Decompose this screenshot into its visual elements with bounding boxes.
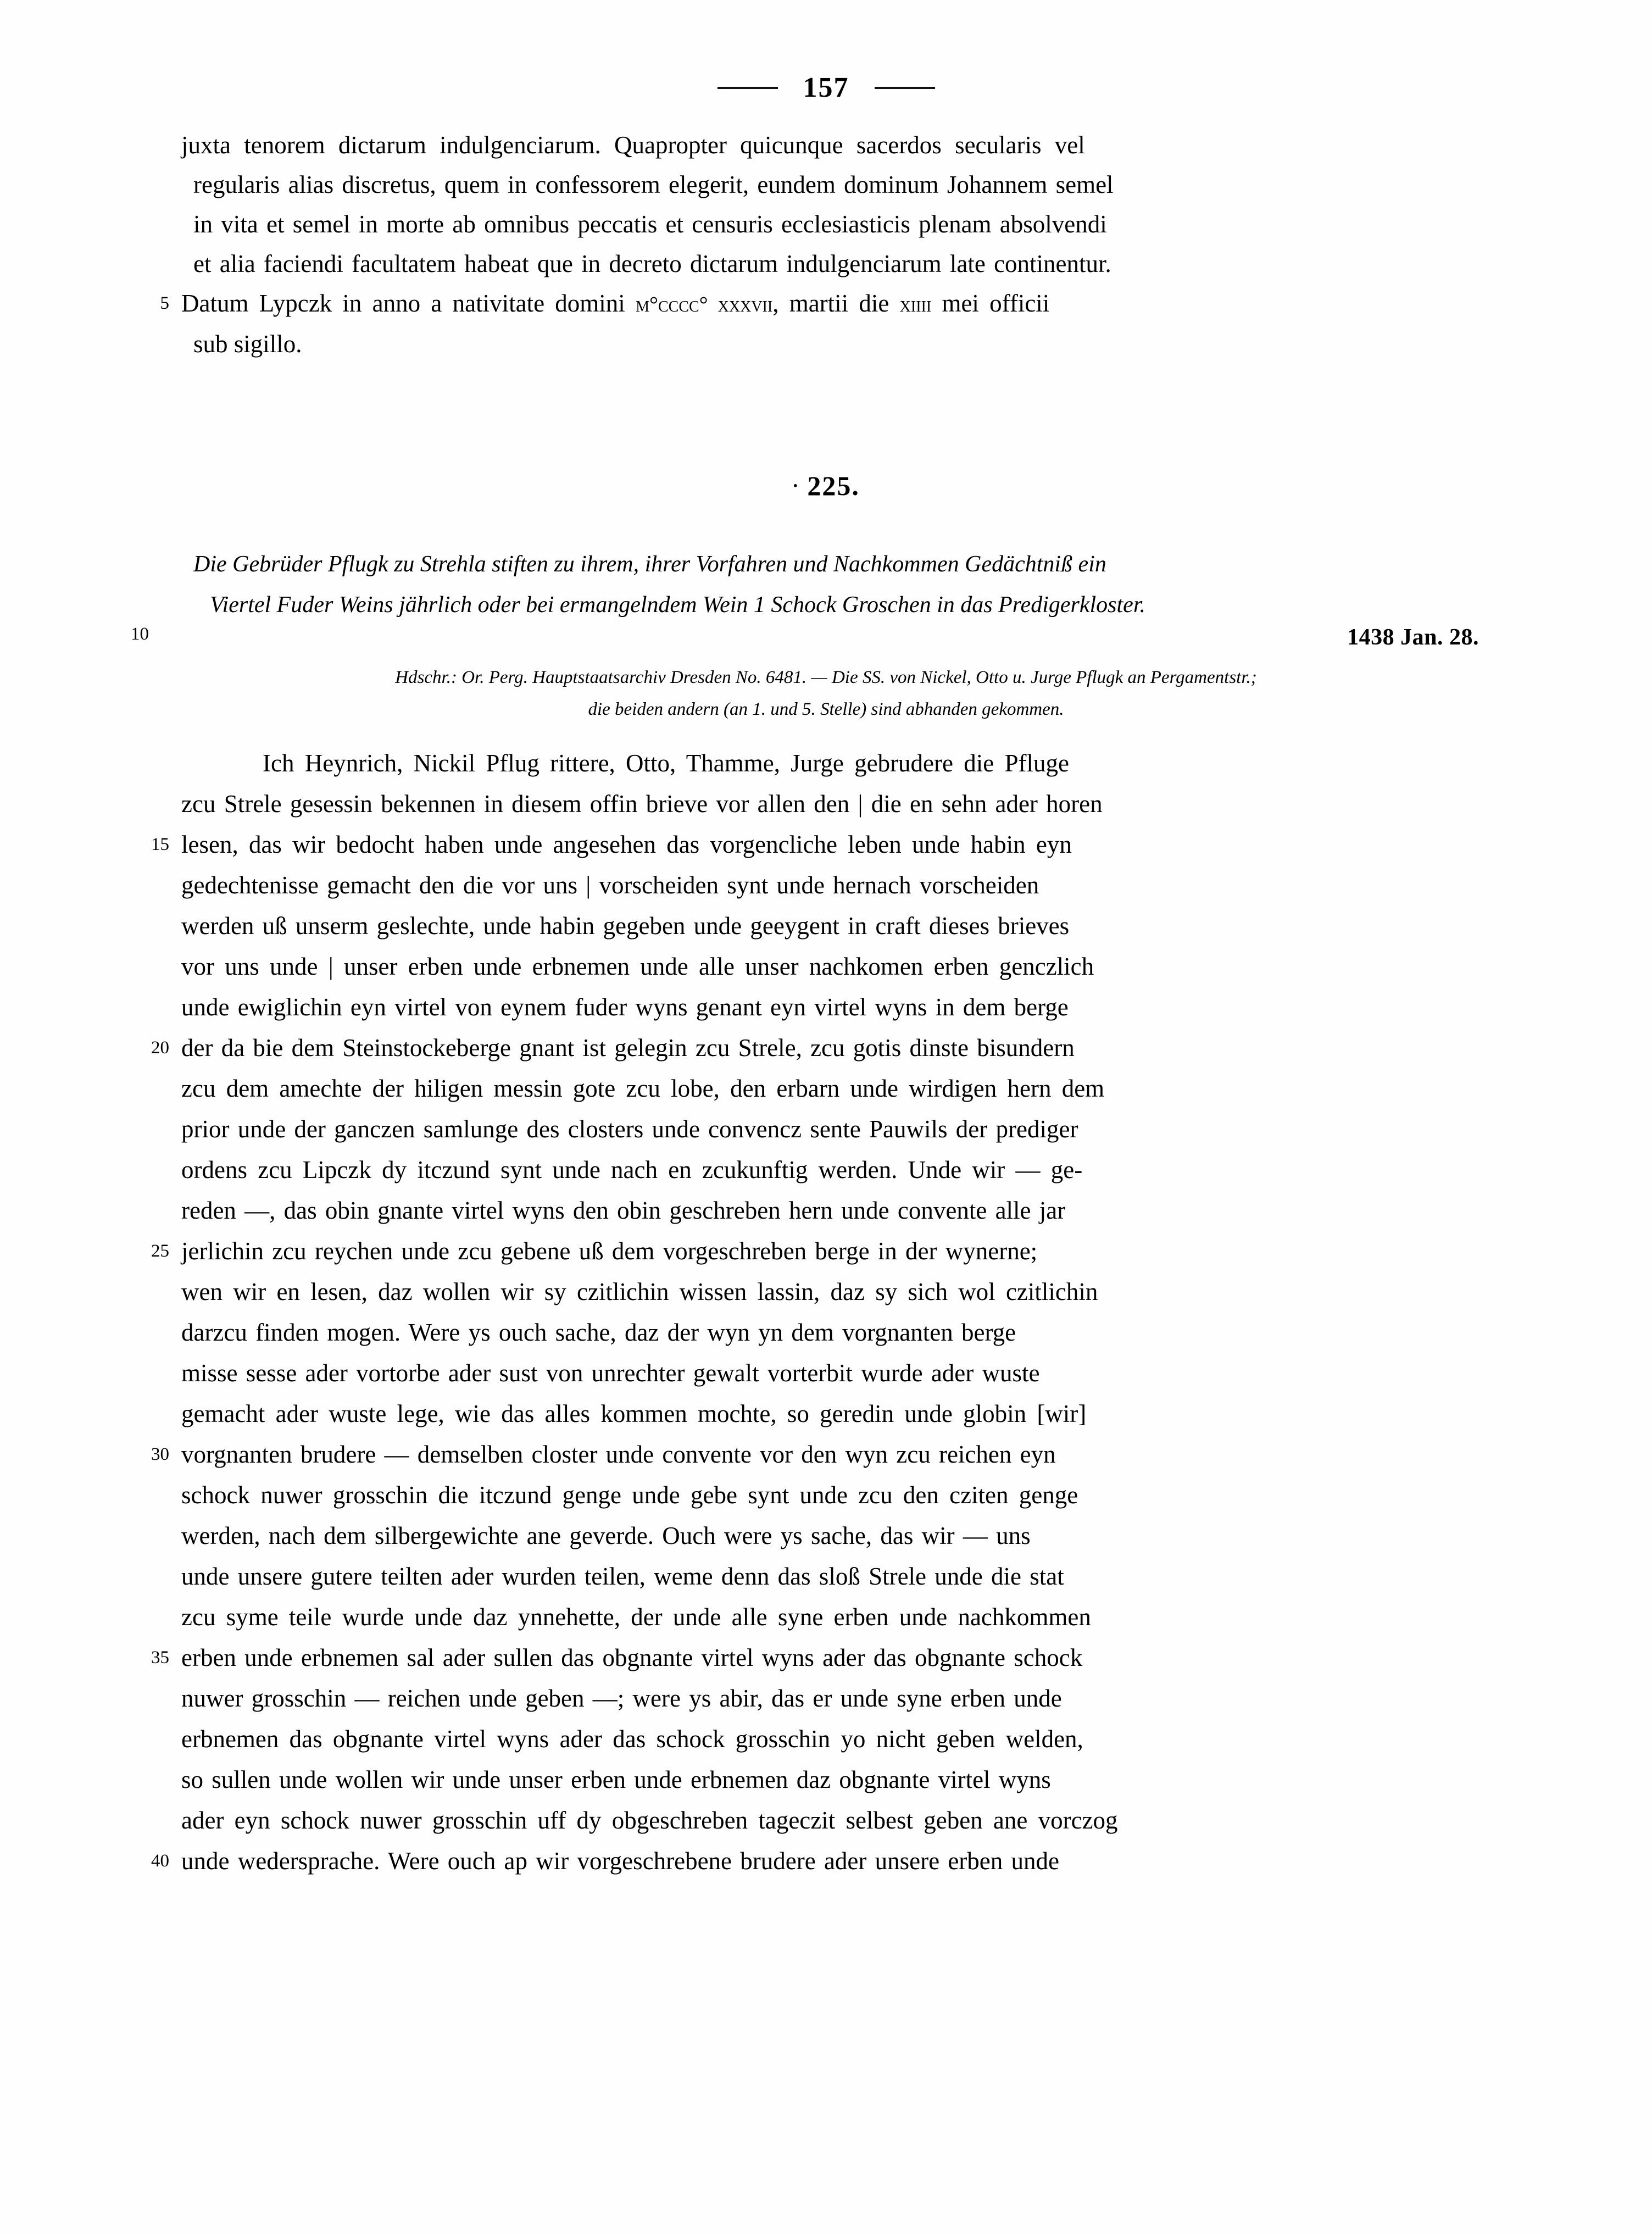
charter-body-line — [151, 1637, 1475, 1678]
latin-dated-after: mei officii — [931, 290, 1050, 317]
charter-body-line-text: prior unde der ganczen samlunge des closters unde convencz sente Pauwils der prediger — [181, 1115, 1078, 1143]
charter-body-line-text: zcu dem amechte der hiligen messin gote zcu lobe, den erbarn unde wirdigen hern dem — [181, 1075, 1105, 1102]
charter-body-line — [181, 1393, 1475, 1434]
charter-body-line — [181, 1475, 1475, 1515]
charter-body-line-text: wen wir en lesen, daz wollen wir sy czitlichin wissen lassin, daz sy sich wol czitlichin — [181, 1278, 1098, 1305]
charter-body-line — [181, 1068, 1475, 1109]
charter-body-line-text: unde unsere gutere teilten ader wurden teilen, weme denn das sloß Strele unde die stat — [181, 1563, 1064, 1590]
latin-dated-line — [160, 284, 1475, 324]
charter-body-line-text: werden, nach dem silbergewichte ane geverde. Ouch were ys sache, das wir — uns — [181, 1522, 1031, 1549]
charter-body-line — [181, 1312, 1475, 1353]
line-number: 20 — [151, 1038, 169, 1058]
charter-date: 1438 Jan. 28. — [1347, 625, 1479, 650]
charter-body-line-text: erbnemen das obgnante virtel wyns ader das schock grosschin yo nicht geben welden, — [181, 1725, 1083, 1753]
latin-line — [193, 244, 1475, 284]
charter-body-line-text: erben unde erbnemen sal ader sullen das obgnante virtel wyns ader das obgnante schock — [181, 1644, 1083, 1671]
heading-lead-dot: · — [792, 476, 800, 496]
charter-body-line-text: vor uns unde | unser erben unde erbnemen unde alle unser nachkomen erben genczlich — [181, 953, 1094, 980]
charter-body — [151, 743, 1475, 1881]
regest-line: Die Gebrüder Pflugk zu Strehla stiften zu ihrem, ihrer Vorfahren und Nachkommen Gedächtniß ein — [193, 552, 1106, 577]
charter-body-line-text: vorgnanten brudere — demselben closter unde convente vor den wyn zcu reichen eyn — [181, 1441, 1056, 1468]
line-number: 10 — [131, 624, 149, 644]
charter-body-line — [181, 1597, 1475, 1637]
charter-body-line — [181, 1759, 1475, 1800]
charter-body-line — [151, 1231, 1475, 1271]
latin-line-text: sub sigillo. — [193, 330, 302, 358]
page-number: 157 — [803, 72, 849, 103]
latin-dated-before: Datum Lypczk in anno a nativitate domini — [181, 290, 636, 317]
charter-body-line — [181, 946, 1475, 987]
charter-body-line — [181, 1515, 1475, 1556]
charter-number-heading — [0, 470, 1652, 502]
line-number: 25 — [151, 1241, 169, 1261]
source-note-line: die beiden andern (an 1. und 5. Stelle) sind abhanden gekommen. — [588, 699, 1064, 719]
latin-line — [193, 324, 1475, 364]
charter-body-line-text: ader eyn schock nuwer grosschin uff dy obgeschreben tageczit selbest geben ane vorczog — [181, 1807, 1118, 1834]
regest-line: Viertel Fuder Weins jährlich oder bei ermangelndem Wein 1 Schock Groschen in das Predigerkloster. — [210, 592, 1146, 618]
charter-body-line — [181, 1149, 1475, 1190]
charter-body-line — [181, 1190, 1475, 1231]
latin-line-text: regularis alias discretus, quem in confessorem elegerit, eundem dominum Johannem semel — [193, 171, 1114, 198]
charter-body-line-text: misse sesse ader vortorbe ader sust von unrechter gewalt vorterbit wurde ader wuste — [181, 1359, 1040, 1387]
regest — [193, 544, 1479, 625]
latin-line — [193, 204, 1475, 244]
latin-line — [193, 165, 1475, 204]
charter-body-line — [181, 865, 1475, 905]
latin-line — [181, 125, 1475, 165]
source-note-line: Hdschr.: Or. Perg. Hauptstaatsarchiv Dresden No. 6481. — Die SS. von Nickel, Otto u. Jurge Pflugk an Pergamentstr.; — [395, 668, 1257, 687]
charter-body-line — [263, 743, 1475, 783]
latin-line-text: et alia faciendi facultatem habeat que in decreto dictarum indulgenciarum late continentur. — [193, 250, 1111, 277]
charter-body-line-text: reden —, das obin gnante virtel wyns den obin geschreben hern unde convente alle jar — [181, 1197, 1066, 1224]
charter-body-line — [181, 905, 1475, 946]
charter-body-line — [151, 1434, 1475, 1475]
line-number: 15 — [151, 835, 169, 854]
line-number: 30 — [151, 1444, 169, 1464]
running-head — [0, 71, 1652, 104]
charter-body-line-text: ordens zcu Lipczk dy itczund synt unde nach en zcukunftig werden. Unde wir — ge- — [181, 1156, 1083, 1183]
charter-body-line — [181, 987, 1475, 1027]
charter-body-line-text: zcu Strele gesessin bekennen in diesem offin brieve vor allen den | die en sehn ader horen — [181, 790, 1103, 818]
charter-body-line — [151, 1027, 1475, 1068]
source-note — [0, 662, 1652, 725]
latin-line-text: juxta tenorem dictarum indulgenciarum. Quapropter quicunque sacerdos secularis vel — [181, 131, 1085, 159]
charter-body-line — [151, 824, 1475, 865]
charter-body-line — [181, 1556, 1475, 1597]
charter-body-line-text: gemacht ader wuste lege, wie das alles kommen mochte, so geredin unde globin [wir] — [181, 1400, 1087, 1427]
head-rule-left — [717, 87, 778, 89]
charter-body-line-text: unde ewiglichin eyn virtel von eynem fuder wyns genant eyn virtel wyns in dem berge — [181, 993, 1069, 1021]
charter-body-line-text: werden uß unserm geslechte, unde habin gegeben unde geeygent in craft dieses brieves — [181, 912, 1070, 940]
line-number: 35 — [151, 1648, 169, 1668]
roman-year: m°cccc° xxxvii — [636, 292, 773, 316]
line-number: 5 — [160, 293, 169, 313]
charter-body-line-text: Ich Heynrich, Nickil Pflug rittere, Otto, Thamme, Jurge gebrudere die Pfluge — [263, 749, 1069, 777]
charter-body-line-text: lesen, das wir bedocht haben unde angesehen das vorgencliche leben unde habin eyn — [181, 831, 1072, 858]
charter-body-line-text: schock nuwer grosschin die itczund genge unde gebe synt unde zcu den cziten genge — [181, 1481, 1078, 1509]
charter-body-line — [181, 1109, 1475, 1149]
charter-number: 225. — [807, 470, 860, 501]
charter-body-line — [181, 1800, 1475, 1841]
charter-body-line — [181, 1719, 1475, 1759]
charter-body-line — [181, 1353, 1475, 1393]
charter-body-line-text: gedechtenisse gemacht den die vor uns | vorscheiden synt unde hernach vorscheiden — [181, 871, 1039, 899]
charter-body-line — [151, 1841, 1475, 1881]
charter-body-line — [181, 1678, 1475, 1719]
charter-body-line — [181, 1271, 1475, 1312]
latin-dated-middle: , martii die — [772, 290, 900, 317]
roman-day: xiiii — [899, 292, 932, 316]
charter-body-line-text: nuwer grosschin — reichen unde geben —; were ys abir, das er unde syne erben unde — [181, 1685, 1062, 1712]
charter-body-line-text: zcu syme teile wurde unde daz ynnehette, der unde alle syne erben unde nachkommen — [181, 1603, 1091, 1631]
charter-body-line-text: jerlichin zcu reychen unde zcu gebene uß dem vorgeschreben berge in der wynerne; — [181, 1237, 1038, 1265]
charter-body-line — [181, 783, 1475, 824]
head-rule-right — [875, 87, 935, 89]
charter-body-line-text: unde wedersprache. Were ouch ap wir vorgeschrebene brudere ader unsere erben unde — [181, 1847, 1059, 1875]
line-number: 40 — [151, 1851, 169, 1871]
charter-body-line-text: der da bie dem Steinstockeberge gnant ist gelegin zcu Strele, zcu gotis dinste bisundern — [181, 1034, 1075, 1062]
charter-body-line-text: so sullen unde wollen wir unde unser erben unde erbnemen daz obgnante virtel wyns — [181, 1766, 1051, 1793]
charter-body-line-text: darzcu finden mogen. Were ys ouch sache, daz der wyn yn dem vorgnanten berge — [181, 1319, 1016, 1346]
latin-line-text: in vita et semel in morte ab omnibus peccatis et censuris ecclesiasticis plenam absolvendi — [193, 210, 1107, 238]
latin-fragment — [160, 125, 1475, 364]
